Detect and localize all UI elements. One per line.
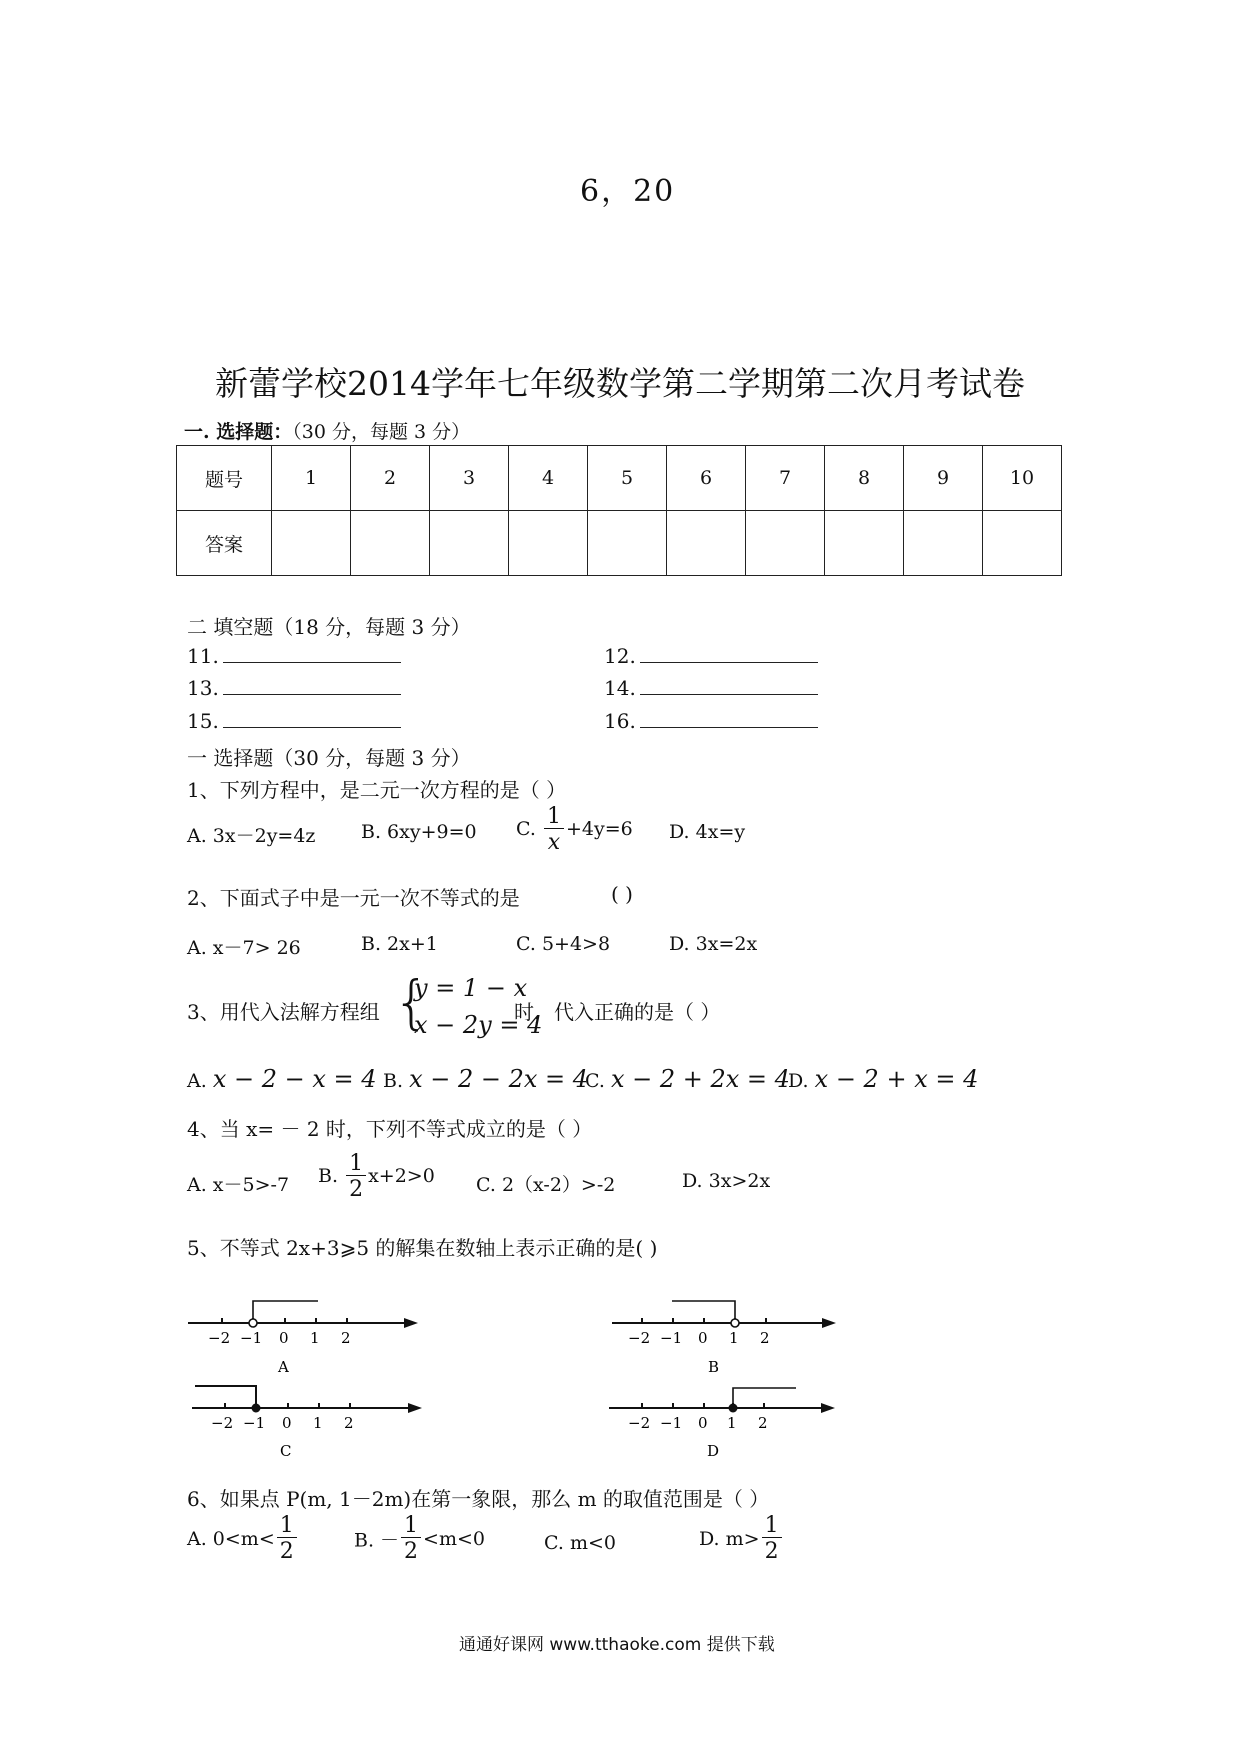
tick-label: −2 xyxy=(628,1329,651,1347)
q2-option-a[interactable]: A. x－7> 26 xyxy=(187,937,301,959)
qnum-cell: 2 xyxy=(351,446,430,511)
tick-label: 2 xyxy=(341,1329,351,1347)
tick-label: 2 xyxy=(758,1414,768,1432)
q4-b-denominator: 2 xyxy=(349,1177,364,1202)
tick-label: 1 xyxy=(310,1329,320,1347)
q1-option-d[interactable]: D. 4x=y xyxy=(669,821,746,843)
tick-label: 2 xyxy=(344,1414,354,1432)
blank-11[interactable]: 11. xyxy=(187,644,401,668)
q3-option-a[interactable]: A. x − 2 − x = 4 xyxy=(187,1065,377,1093)
option-label-c: C xyxy=(280,1442,292,1460)
qnum-cell: 3 xyxy=(430,446,509,511)
tick-label: −1 xyxy=(240,1329,263,1347)
blank-13[interactable]: 13. xyxy=(187,676,401,700)
blank-16[interactable]: 16. xyxy=(604,709,818,733)
q1-option-b[interactable]: B. 6xy+9=0 xyxy=(361,821,477,843)
q6-option-a[interactable]: A. 0<m< $\frac{1}{2}$ xyxy=(187,1515,299,1563)
row-label-answer: 答案 xyxy=(177,511,272,576)
q6-stem: 6、如果点 P(m, 1－2m)在第一象限，那么 m 的取值范围是（ ） xyxy=(187,1487,770,1511)
q2-option-b[interactable]: B. 2x+1 xyxy=(361,933,438,955)
row-label-number: 题号 xyxy=(177,446,272,511)
footer-source: 通通好课网 www.tthaoke.com 提供下载 xyxy=(459,1635,775,1655)
blank-12[interactable]: 12. xyxy=(604,644,818,668)
q3-equation-2: x − 2y = 4 xyxy=(414,1011,543,1039)
qnum-cell: 4 xyxy=(509,446,588,511)
tick-label: −2 xyxy=(628,1414,651,1432)
tick-label: −2 xyxy=(208,1329,231,1347)
q4-option-b[interactable]: B. $\frac{1}{2}$ x+2>0 xyxy=(318,1151,435,1202)
q2-option-d[interactable]: D. 3x=2x xyxy=(669,933,758,955)
qnum-cell: 1 xyxy=(272,446,351,511)
tick-label: 0 xyxy=(282,1414,292,1432)
qnum-cell: 9 xyxy=(904,446,983,511)
q2-stem: 2、下面式子中是一元一次不等式的是 xyxy=(187,886,520,910)
q3-stem-prefix: 3、用代入法解方程组 xyxy=(187,1000,380,1024)
qnum-cell: 7 xyxy=(746,446,825,511)
q6-b-denominator: 2 xyxy=(404,1539,419,1564)
q6-a-denominator: 2 xyxy=(279,1539,294,1564)
q3-stem-suffix: 时，代入正确的是（ ） xyxy=(514,1000,721,1024)
number-line-a[interactable] xyxy=(188,1301,418,1376)
q5-stem: 5、不等式 2x+3⩾5 的解集在数轴上表示正确的是( ) xyxy=(187,1236,658,1260)
q6-b-numerator: 1 xyxy=(401,1515,421,1538)
q1-option-c[interactable]: C. $\frac{1}{x}$ +4y=6 xyxy=(516,804,633,855)
q2-paren: ( ) xyxy=(611,882,633,906)
q6-a-numerator: 1 xyxy=(277,1515,297,1538)
q4-option-c[interactable]: C. 2（x-2）>-2 xyxy=(476,1174,616,1196)
tick-label: 0 xyxy=(698,1329,708,1347)
q6-d-denominator: 2 xyxy=(764,1539,779,1564)
tick-label: 2 xyxy=(760,1329,770,1347)
number-line-c[interactable] xyxy=(192,1386,422,1460)
blank-14[interactable]: 14. xyxy=(604,676,818,700)
q4-option-d[interactable]: D. 3x>2x xyxy=(682,1170,771,1192)
section1-label: 一. 选择题： xyxy=(184,421,293,443)
option-label-b: B xyxy=(708,1358,720,1376)
q3-equation-1: y = 1 − x xyxy=(414,974,528,1002)
exam-title: 新蕾学校2014学年七年级数学第二学期第二次月考试卷 xyxy=(215,364,1025,403)
qnum-cell: 10 xyxy=(983,446,1062,511)
q2-option-c[interactable]: C. 5+4>8 xyxy=(516,933,611,955)
option-label-a: A xyxy=(278,1358,289,1376)
tick-label: 1 xyxy=(313,1414,323,1432)
q4-b-numerator: 1 xyxy=(346,1153,366,1176)
option-label-d: D xyxy=(707,1442,720,1460)
q4-stem: 4、当 x= － 2 时，下列不等式成立的是（ ） xyxy=(187,1117,593,1141)
qnum-cell: 5 xyxy=(588,446,667,511)
tick-label: 1 xyxy=(729,1329,739,1347)
q1-c-denominator: x xyxy=(547,830,561,855)
tick-label: −1 xyxy=(243,1414,266,1432)
tick-label: −1 xyxy=(660,1329,683,1347)
system-brace: { xyxy=(393,968,430,1036)
section1-repeat-header: 一 选择题（30 分，每题 3 分） xyxy=(187,746,471,770)
top-number: 6，20 xyxy=(580,174,676,209)
q1-option-a[interactable]: A. 3x－2y=4z xyxy=(187,825,316,847)
tick-label: −2 xyxy=(211,1414,234,1432)
number-line-b[interactable] xyxy=(612,1301,836,1376)
tick-label: −1 xyxy=(660,1414,683,1432)
q6-option-d[interactable]: D. m> $\frac{1}{2}$ xyxy=(699,1515,784,1563)
tick-label: 0 xyxy=(279,1329,289,1347)
tick-label: 0 xyxy=(698,1414,708,1432)
q6-d-numerator: 1 xyxy=(762,1515,782,1538)
q6-option-b[interactable]: B. － $\frac{1}{2}$ <m<0 xyxy=(354,1513,485,1564)
q1-stem: 1、下列方程中，是二元一次方程的是（ ） xyxy=(187,778,567,802)
q3-option-d[interactable]: D. x − 2 + x = 4 xyxy=(788,1065,979,1093)
number-line-d[interactable] xyxy=(609,1388,835,1460)
q3-option-b[interactable]: B. x − 2 − 2x = 4 xyxy=(383,1065,589,1093)
qnum-cell: 6 xyxy=(667,446,746,511)
q1-c-numerator: 1 xyxy=(544,806,564,829)
section2-header: 二 填空题（18 分，每题 3 分） xyxy=(187,615,471,639)
section1-note: （30 分，每题 3 分） xyxy=(292,421,471,443)
blank-15[interactable]: 15. xyxy=(187,709,401,733)
q6-option-c[interactable]: C. m<0 xyxy=(544,1532,616,1554)
q3-option-c[interactable]: C. x − 2 + 2x = 4 xyxy=(585,1065,790,1093)
tick-label: 1 xyxy=(727,1414,737,1432)
qnum-cell: 8 xyxy=(825,446,904,511)
q4-option-a[interactable]: A. x－5>-7 xyxy=(187,1174,290,1196)
